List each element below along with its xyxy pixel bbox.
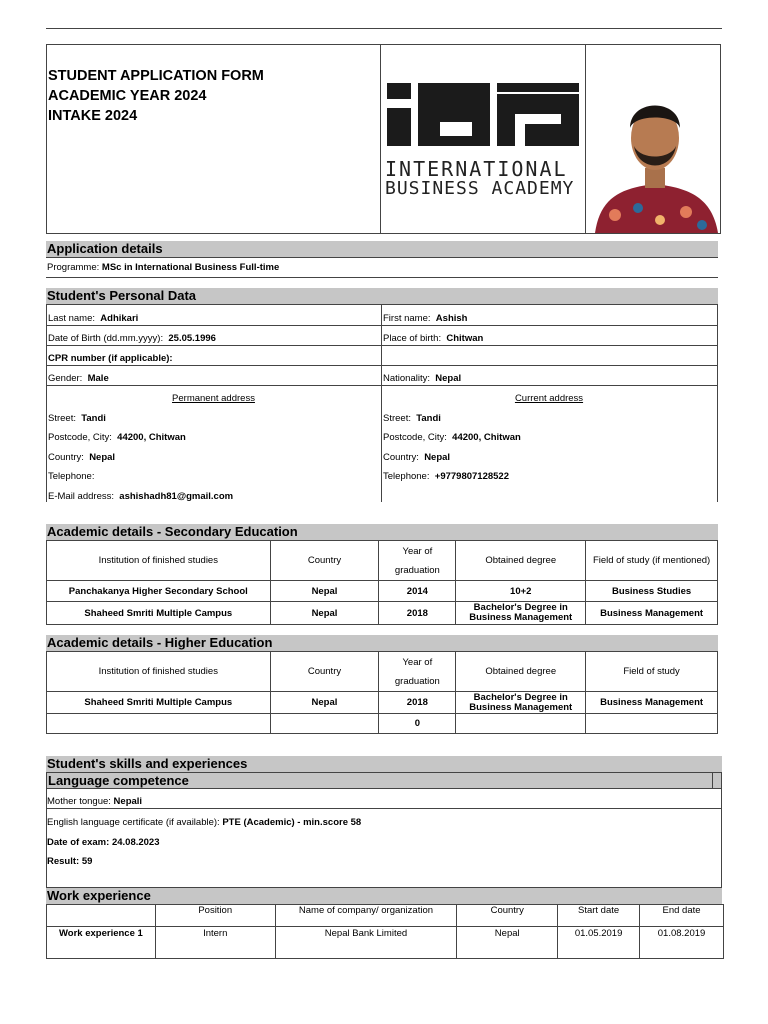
last-name-field: [48, 313, 138, 324]
column-header: Obtained degree: [456, 652, 586, 692]
table-row: [47, 927, 724, 959]
table-cell: Business Management: [586, 692, 718, 714]
language-section-title: Language competence: [46, 772, 722, 788]
perm-telephone-field: [48, 471, 94, 482]
top-rule: [46, 28, 722, 29]
column-header: Year of graduation: [379, 541, 456, 581]
column-header: Field of study: [586, 652, 718, 692]
gender-value: Male: [87, 373, 109, 384]
field-label: First name:: [383, 313, 431, 324]
column-header: Name of company/ organization: [275, 905, 457, 927]
title-line: INTAKE 2024: [48, 108, 138, 124]
cur-postcode-value: 44200, Chitwan: [452, 432, 521, 443]
personal-section-title: Student's Personal Data: [46, 288, 718, 304]
field-label: Street:: [383, 413, 411, 424]
field-label: Street:: [48, 413, 76, 424]
column-header: Country: [270, 541, 379, 581]
table-cell: Intern: [155, 927, 275, 959]
dob-value: 25.05.1996: [168, 333, 216, 344]
field-label: Nationality:: [383, 373, 430, 384]
table-header-row: [47, 541, 718, 581]
field-label: Gender:: [48, 373, 83, 384]
header-divider: [380, 44, 381, 234]
table-cell: [586, 714, 718, 734]
cur-street-value: Tandi: [416, 413, 441, 424]
table-cell: Nepal: [270, 602, 379, 625]
cur-telephone-value: +9779807128522: [434, 471, 509, 482]
cur-country-value: Nepal: [424, 452, 451, 463]
email-field: [48, 491, 233, 502]
table-cell: Business Studies: [586, 581, 718, 602]
field-label: English language certificate (if available):: [47, 817, 220, 828]
programme-row: [47, 262, 279, 273]
logo-text: BUSINESS ACADEMY: [385, 178, 575, 199]
column-header: Institution of finished studies: [47, 541, 271, 581]
field-label: Telephone:: [383, 471, 430, 482]
cpr-label: CPR number (if applicable):: [48, 353, 173, 364]
table-cell: 2014: [379, 581, 456, 602]
column-header: Country: [457, 905, 558, 927]
pob-value: Chitwan: [446, 333, 484, 344]
divider: [46, 808, 722, 809]
perm-country-field: [48, 452, 115, 463]
table-cell: Panchakanya Higher Secondary School: [47, 581, 271, 602]
work-section-title: Work experience: [46, 888, 722, 904]
nationality-value: Nepal: [435, 373, 462, 384]
field-label: Country:: [48, 452, 84, 463]
table-cell: Shaheed Smriti Multiple Campus: [47, 602, 271, 625]
divider: [46, 304, 718, 305]
mother-tongue-value: Nepali: [113, 796, 143, 807]
column-header: Obtained degree: [456, 541, 586, 581]
field-label: Place of birth:: [383, 333, 442, 344]
divider: [46, 325, 718, 326]
iba-logo-mark: [385, 80, 581, 152]
field-label: E-Mail address:: [48, 491, 114, 502]
field-label: Country:: [383, 452, 419, 463]
secondary-section-title: Academic details - Secondary Education: [46, 524, 718, 540]
table-cell: Nepal: [270, 692, 379, 714]
table-cell: Nepal: [457, 927, 558, 959]
exam-date-field: [47, 837, 160, 848]
column-header: Year of graduation: [379, 652, 456, 692]
column-header: End date: [640, 905, 724, 927]
field-label: Result:: [47, 856, 80, 867]
secondary-table: [46, 540, 718, 625]
result-value: 59: [81, 856, 93, 867]
field-label: Telephone:: [48, 471, 95, 482]
divider: [46, 257, 718, 258]
application-section-title: Application details: [46, 241, 718, 257]
perm-postcode-field: [48, 432, 186, 443]
header-divider: [585, 44, 586, 234]
programme-label: Programme:: [47, 262, 100, 273]
skills-section-title: Student's skills and experiences: [46, 756, 722, 772]
applicant-photo: [590, 80, 720, 233]
field-label: Date of exam:: [47, 837, 110, 848]
field-label: Postcode, City:: [48, 432, 112, 443]
first-name-value: Ashish: [435, 313, 468, 324]
table-cell: 10+2: [456, 581, 586, 602]
nationality-field: [383, 373, 461, 384]
field-label: Date of Birth (dd.mm.yyyy):: [48, 333, 164, 344]
table-cell: 2018: [379, 602, 456, 625]
first-name-field: [383, 313, 467, 324]
cur-street-field: [383, 413, 441, 424]
table-cell: 0: [379, 714, 456, 734]
higher-table: [46, 651, 718, 734]
divider: [717, 304, 718, 502]
divider: [46, 385, 718, 386]
table-cell: [270, 714, 379, 734]
table-cell: Nepal Bank Limited: [275, 927, 457, 959]
last-name-value: Adhikari: [100, 313, 139, 324]
table-cell: Business Management: [586, 602, 718, 625]
programme-value: MSc in International Business Full-time: [101, 262, 280, 273]
english-cert-value: PTE (Academic) - min.score 58: [222, 817, 362, 828]
table-header-row: [47, 652, 718, 692]
form-title: [48, 66, 264, 126]
table-row: [47, 581, 718, 602]
dob-field: [48, 333, 216, 344]
table-cell: [47, 714, 271, 734]
perm-street-field: [48, 413, 106, 424]
cur-postcode-field: [383, 432, 521, 443]
gender-field: [48, 373, 109, 384]
field-label: Postcode, City:: [383, 432, 447, 443]
table-cell: Shaheed Smriti Multiple Campus: [47, 692, 271, 714]
title-line: ACADEMIC YEAR 2024: [48, 88, 207, 104]
table-row: [47, 714, 718, 734]
table-cell: [456, 714, 586, 734]
permanent-address-heading: Permanent address: [172, 393, 255, 404]
divider: [46, 345, 718, 346]
column-header: [47, 905, 156, 927]
table-cell: 01.05.2019: [558, 927, 640, 959]
table-cell: Bachelor's Degree in Business Management: [456, 602, 586, 625]
table-cell: Bachelor's Degree in Business Management: [456, 692, 586, 714]
current-address-heading: Current address: [514, 393, 584, 404]
exam-date-value: 24.08.2023: [111, 837, 160, 848]
table-cell: 01.08.2019: [640, 927, 724, 959]
cur-telephone-field: [383, 471, 509, 482]
column-header: Start date: [558, 905, 640, 927]
divider: [46, 365, 718, 366]
cur-country-field: [383, 452, 450, 463]
column-header: Position: [155, 905, 275, 927]
iba-logo: [385, 80, 581, 199]
table-row: [47, 602, 718, 625]
perm-country-value: Nepal: [89, 452, 116, 463]
mother-tongue-field: [47, 796, 142, 807]
column-header: Country: [270, 652, 379, 692]
divider: [46, 277, 718, 278]
column-header: Institution of finished studies: [47, 652, 271, 692]
pob-field: [383, 333, 483, 344]
perm-postcode-value: 44200, Chitwan: [117, 432, 186, 443]
table-header-row: [47, 905, 724, 927]
title-line: STUDENT APPLICATION FORM: [48, 68, 264, 84]
table-cell: Nepal: [270, 581, 379, 602]
perm-street-value: Tandi: [81, 413, 106, 424]
email-value: ashishadh81@gmail.com: [119, 491, 234, 502]
table-cell: 2018: [379, 692, 456, 714]
work-table: [46, 904, 724, 959]
result-field: [47, 856, 92, 867]
column-header: Field of study (if mentioned): [586, 541, 718, 581]
higher-section-title: Academic details - Higher Education: [46, 635, 718, 651]
field-label: Mother tongue:: [47, 796, 111, 807]
english-cert-field: [47, 817, 361, 828]
field-label: Last name:: [48, 313, 95, 324]
table-row: [47, 692, 718, 714]
table-cell: Work experience 1: [47, 927, 156, 959]
divider: [712, 772, 713, 788]
logo-text: INTERNATIONAL: [385, 157, 568, 181]
